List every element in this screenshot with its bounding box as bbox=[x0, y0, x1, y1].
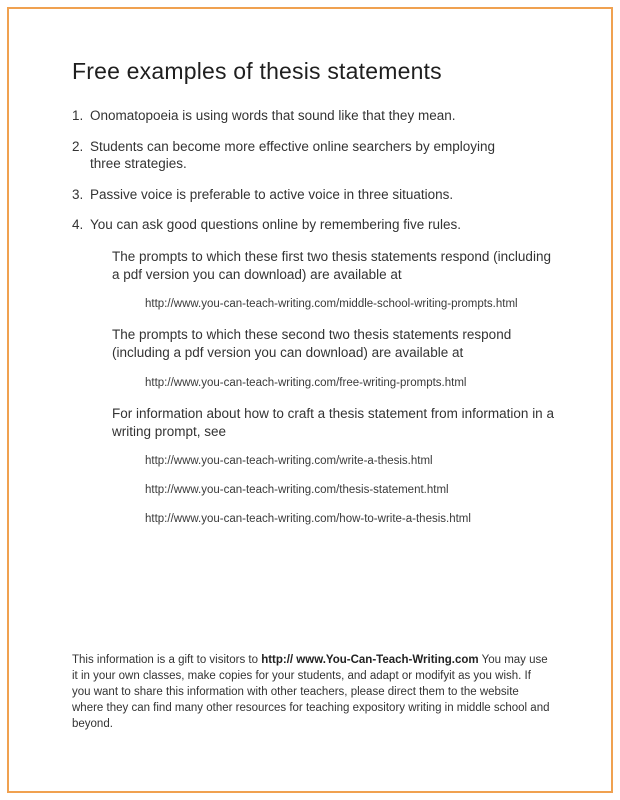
footer-note bbox=[72, 652, 550, 732]
list-item bbox=[72, 186, 560, 204]
list-item-text: Onomatopoeia is using words that sound like that they mean. bbox=[90, 108, 456, 123]
list-item bbox=[72, 216, 560, 234]
footer-site-link: http:// www.You-Can-Teach-Writing.com bbox=[261, 654, 479, 666]
section-url: http://www.you-can-teach-writing.com/thesis-statement.html bbox=[145, 484, 449, 497]
section-paragraph: The prompts to which these first two thesis statements respond (including a pdf version you can download) are available at bbox=[112, 248, 551, 282]
document-content bbox=[72, 58, 560, 541]
list-item bbox=[72, 107, 560, 125]
section-url: http://www.you-can-teach-writing.com/how-to-write-a-thesis.html bbox=[145, 513, 471, 526]
list-item-text: Passive voice is preferable to active voice in three situations. bbox=[90, 186, 454, 202]
list-item-number: 3. bbox=[72, 186, 84, 202]
footer-suffix: You may use it in your own classes, make copies for your students, and adapt or modifyit as you wish. If you want to share this information with other teachers, please direct them to the website where they can find many other resources for teaching expository writing in middle school and beyond. bbox=[72, 654, 550, 731]
prompts-section-second bbox=[72, 326, 560, 391]
list-item-text: Students can become more effective online searchers by employing three strategies. bbox=[90, 138, 495, 172]
list-item-number: 1. bbox=[72, 108, 84, 123]
list-item-number: 4. bbox=[72, 217, 84, 233]
list-item bbox=[72, 138, 560, 173]
section-url: http://www.you-can-teach-writing.com/free-writing-prompts.html bbox=[145, 376, 467, 389]
section-paragraph: For information about how to craft a thesis statement from information in a writing prompt, see bbox=[112, 405, 554, 439]
list-item-text: You can ask good questions online by remembering five rules. bbox=[90, 217, 461, 233]
section-url: http://www.you-can-teach-writing.com/write-a-thesis.html bbox=[145, 455, 433, 468]
thesis-statement-list bbox=[72, 107, 560, 234]
page-title: Free examples of thesis statements bbox=[72, 58, 442, 84]
footer-prefix: This information is a gift to visitors to bbox=[72, 654, 262, 666]
prompts-section-first bbox=[72, 248, 560, 313]
thesis-info-section bbox=[72, 405, 560, 527]
section-url: http://www.you-can-teach-writing.com/middle-school-writing-prompts.html bbox=[145, 298, 518, 311]
section-paragraph: The prompts to which these second two thesis statements respond (including a pdf version you can download) are available at bbox=[112, 327, 512, 361]
list-item-number: 2. bbox=[72, 138, 84, 154]
